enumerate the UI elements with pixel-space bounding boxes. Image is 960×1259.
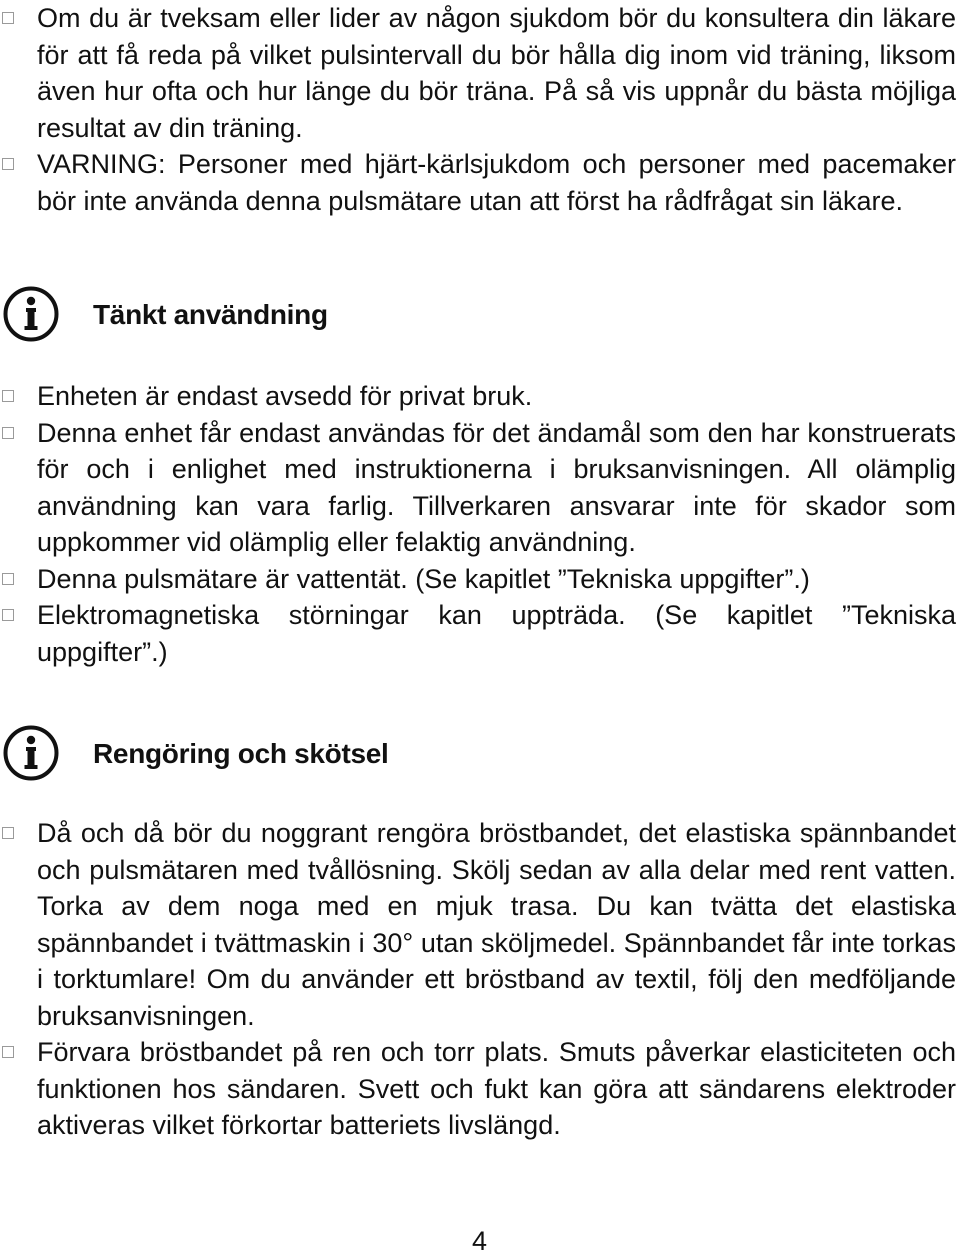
- bullet-icon: [2, 609, 14, 621]
- list-item: [0, 0, 960, 146]
- list-item-text: Enheten är endast avsedd för privat bruk.: [37, 381, 533, 411]
- bullet-icon: [2, 827, 14, 839]
- list-item-text: Då och då bör du noggrant rengöra bröstbandet, det elastiska spännbandet och pulsmätaren med tvållösning. Skölj sedan av alla delar med rent vatten. Torka av dem noga med en mjuk trasa. Du kan tvätta det elastiska spännbandet i tvättmaskin i 30° utan sköljmedel. Spännbandet får inte torkas i torktumlare! Om du använder ett bröstband av textil, följ den medföljande bruksanvisningen.: [37, 818, 956, 1031]
- top-list: [0, 0, 960, 219]
- intended-use-list: [0, 378, 960, 670]
- list-item: [0, 146, 960, 219]
- list-item: [0, 1034, 960, 1144]
- list-item-text: Elektromagnetiska störningar kan uppträda. (Se kapitlet ”Tekniska uppgifter”.): [37, 600, 956, 667]
- list-item-text: Denna enhet får endast användas för det ändamål som den har konstruerats för och i enlighet med instruktionerna i bruksanvisningen. All olämplig användning kan vara farlig. Tillverkaren ansvarar inte för skador som uppkommer vid olämplig eller felaktig användning.: [37, 417, 956, 557]
- list-item: [0, 378, 960, 415]
- list-item: [0, 815, 960, 1034]
- bullet-icon: [2, 158, 14, 170]
- bullet-icon: [2, 573, 14, 585]
- section-title: Rengöring och skötsel: [93, 738, 389, 769]
- info-icon: [3, 286, 59, 342]
- list-item: [0, 415, 960, 561]
- bullet-icon: [2, 390, 14, 402]
- list-item-text: Förvara bröstbandet på ren och torr plats. Smuts påverkar elasticiteten och funktionen hos sändaren. Svett och fukt kan göra att sändarens elektroder aktiveras vilket förkortar batteriets livslängd.: [37, 1037, 956, 1140]
- section-heading-cleaning: [0, 725, 960, 785]
- page-number: 4: [471, 1226, 489, 1256]
- section-title: Tänkt användning: [93, 299, 328, 330]
- list-item: [0, 597, 960, 670]
- list-item-text: VARNING: Personer med hjärt-kärlsjukdom och personer med pacemaker bör inte använda denna pulsmätare utan att först ha rådfrågat sin läkare.: [37, 149, 956, 216]
- section-heading-intended-use: [0, 286, 960, 346]
- list-item-text: Om du är tveksam eller lider av någon sjukdom bör du konsultera din läkare för att få reda på vilket pulsintervall du bör hålla dig inom vid träning, liksom även hur ofta och hur länge du bör träna. På så vis uppnår du bästa möjliga resultat av din träning.: [37, 3, 956, 143]
- list-item: [0, 561, 960, 598]
- list-item-text: Denna pulsmätare är vattentät. (Se kapitlet ”Tekniska uppgifter”.): [37, 563, 810, 594]
- bullet-icon: [2, 1046, 14, 1058]
- info-icon: [3, 725, 59, 781]
- bullet-icon: [2, 12, 14, 24]
- bullet-icon: [2, 427, 14, 439]
- cleaning-list: [0, 815, 960, 1144]
